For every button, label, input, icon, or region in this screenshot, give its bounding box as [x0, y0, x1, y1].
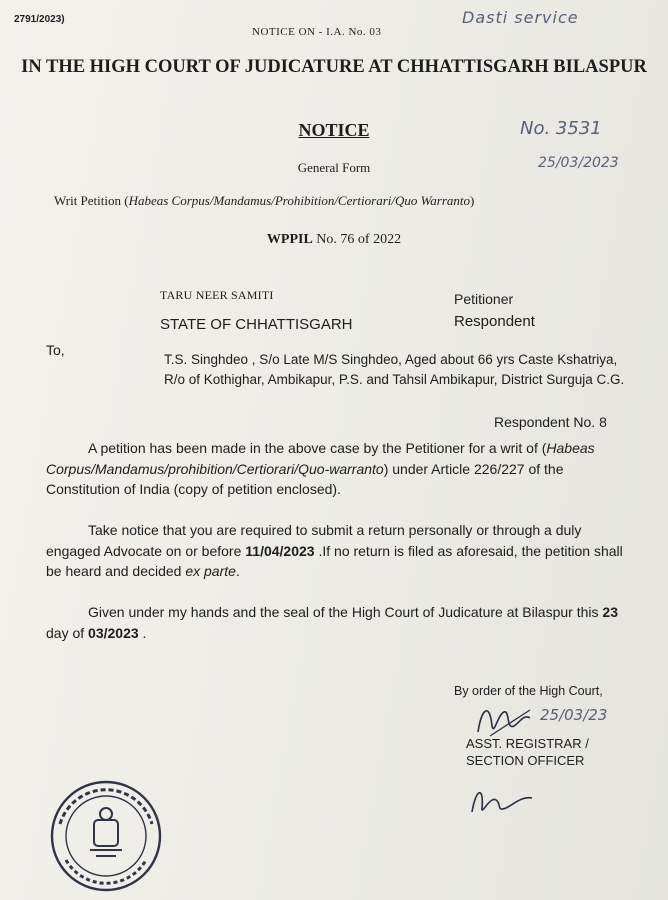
p3-text-a: Given under my hands and the seal of the High Court of Judicature at Bilaspur this: [88, 604, 603, 620]
initials-scribble: [466, 782, 546, 822]
p3-text-c: .: [138, 624, 147, 641]
handwritten-signing-date: 25/03/23: [540, 706, 608, 724]
handwritten-diary-number: No. 3531: [520, 118, 602, 139]
respondent-role: Respondent: [454, 313, 535, 330]
writ-types: Habeas Corpus/Mandamus/Prohibition/Certiorari/Quo Warranto: [128, 193, 470, 208]
case-reference: 2791/2023): [14, 14, 65, 25]
court-seal-emblem: [46, 776, 166, 896]
paragraph-given-under: [46, 602, 636, 643]
case-number: [0, 232, 668, 248]
given-month: 03/2023: [88, 624, 139, 641]
handwritten-diary-date: 25/03/2023: [538, 155, 619, 171]
case-number-text: No. 76 of 2022: [312, 232, 402, 247]
by-order-line: By order of the High Court,: [454, 684, 603, 698]
case-prefix: WPPIL: [266, 232, 313, 247]
respondent-name: STATE OF CHHATTISGARH: [160, 316, 353, 333]
handwritten-top-note: Dasti service: [462, 8, 579, 27]
p2-text-d: .: [235, 563, 240, 579]
return-date: 11/04/2023: [245, 542, 315, 559]
p1-text-a: A petition has been made in the above case by the Petitioner for a writ of (: [88, 440, 547, 456]
addressee-block: T.S. Singhdeo , S/o Late M/S Singhdeo, Aged about 66 yrs Caste Kshatriya, R/o of Kothighar, Ambikapur, P.S. and Tahsil Ambikapur, District Surguja C.G.: [164, 352, 625, 387]
petitioner-name: TARU NEER SAMITI: [160, 288, 274, 302]
writ-petition-line: [54, 193, 474, 209]
paragraph-return-notice: [46, 520, 636, 582]
designation-asst-registrar: ASST. REGISTRAR /: [466, 736, 589, 751]
p2-text-b: .If no return is filed as aforesaid, the petition shall be heard and decided: [46, 542, 623, 579]
p1-text-c: ) under Article 226/227 of the Constitution of India (copy of petition enclosed).: [46, 460, 564, 497]
p3-text-b: day of: [46, 624, 89, 641]
paragraph-petition: [46, 438, 636, 500]
to-label: To,: [46, 342, 65, 358]
respondent-number: Respondent No. 8: [494, 414, 607, 430]
notice-on-line: NOTICE ON - I.A. No. 03: [252, 26, 382, 38]
p1-writ-types: Habeas Corpus/Mandamus/prohibition/Certiorari/Quo-warranto: [46, 440, 595, 477]
petitioner-role: Petitioner: [454, 291, 514, 307]
given-day: 23: [602, 604, 618, 620]
general-form-label: General Form: [297, 160, 371, 175]
designation-section-officer: SECTION OFFICER: [466, 753, 585, 768]
writ-prefix: Writ Petition (: [54, 193, 129, 208]
p2-text-a: Take notice that you are required to submit a return personally or through a duly engaged Advocate on or before: [46, 522, 582, 559]
court-title: IN THE HIGH COURT OF JUDICATURE AT CHHATTISGARH BILASPUR: [21, 57, 647, 77]
writ-suffix: ): [470, 193, 475, 208]
ex-parte: ex parte: [185, 563, 236, 579]
notice-heading-text: NOTICE: [298, 120, 370, 140]
